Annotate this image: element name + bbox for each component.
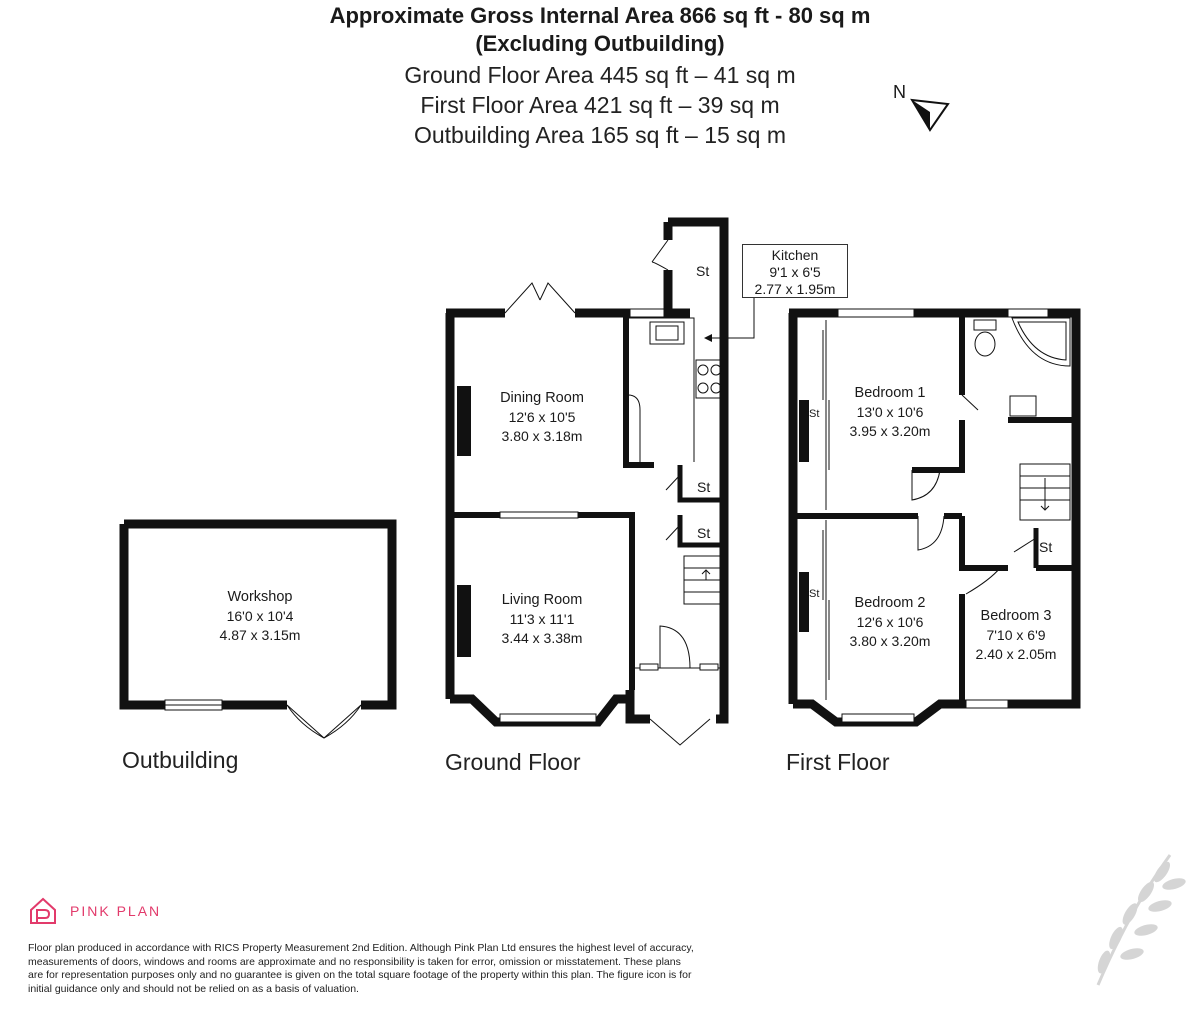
room-imperial: 12'6 x 10'5 (508, 409, 576, 425)
storage-label: St (697, 525, 711, 541)
room-bedroom-1 (820, 384, 960, 441)
kitchen-callout-arrow-icon (704, 334, 712, 342)
ground-floor-plan (446, 222, 724, 745)
room-living (472, 591, 612, 648)
room-name: Dining Room (500, 390, 584, 406)
first-floor-label: First Floor (786, 749, 890, 775)
kitchen-callout-line (708, 298, 754, 338)
north-arrow-icon (912, 100, 948, 130)
disclaimer-text: Floor plan produced in accordance with RICS Property Measurement 2nd Edition. Although Pink Plan Ltd ensures the highest level of accuracy, measurements of doors, windows and rooms are approximate and no responsibility is taken for error, omission or misstatement. These plans are for representation purposes only and no guarantee is given on the total square footage of the property within this plan. The figure icon is for initial guidance only and should not be relied on as a basis of valuation. (28, 942, 694, 995)
room-imperial: 11'3 x 11'1 (509, 611, 575, 627)
north-label: N (893, 82, 906, 102)
room-name: Bedroom 2 (854, 595, 926, 611)
room-workshop (190, 588, 330, 645)
pink-plan-house-icon (28, 896, 58, 926)
ground-floor-label: Ground Floor (445, 749, 581, 775)
room-imperial: 7'10 x 6'9 (986, 627, 1046, 643)
brand-logo (28, 896, 161, 926)
room-name: Living Room (501, 592, 583, 608)
storage-label: St (697, 479, 711, 495)
outbuilding-label: Outbuilding (122, 747, 239, 773)
room-metric: 3.44 x 3.38m (501, 630, 583, 646)
wardrobe-label: St (809, 408, 820, 420)
brand-name: PINK PLAN (70, 903, 162, 919)
gross-area-subtitle: (Excluding Outbuilding) (475, 31, 725, 56)
room-name: Bedroom 1 (854, 385, 926, 401)
room-bedroom-3 (960, 607, 1072, 664)
room-metric: 2.40 x 2.05m (975, 646, 1057, 662)
room-metric: 2.77 x 1.95m (754, 281, 836, 297)
room-metric: 3.80 x 3.20m (849, 633, 931, 649)
room-name: Bedroom 3 (980, 608, 1052, 624)
outbuilding-area: Outbuilding Area 165 sq ft – 15 sq m (413, 122, 787, 148)
storage-label: St (1039, 539, 1053, 555)
room-dining (472, 389, 612, 446)
room-metric: 4.87 x 3.15m (219, 627, 301, 643)
room-imperial: 16'0 x 10'4 (226, 608, 294, 624)
wardrobe-label: St (809, 588, 820, 600)
room-imperial: 12'6 x 10'6 (856, 614, 924, 630)
room-kitchen-callout (742, 244, 848, 298)
room-name: Workshop (227, 589, 293, 605)
ground-floor-area: Ground Floor Area 445 sq ft – 41 sq m (404, 62, 796, 88)
storage-label: St (696, 263, 710, 279)
room-imperial: 13'0 x 10'6 (856, 404, 924, 420)
room-bedroom-2 (820, 594, 960, 651)
wheat-decoration-icon (1095, 855, 1187, 985)
room-imperial: 9'1 x 6'5 (769, 264, 821, 280)
first-floor-area: First Floor Area 421 sq ft – 39 sq m (420, 92, 780, 118)
gross-area-title: Approximate Gross Internal Area 866 sq ft - 80 sq m (329, 3, 871, 28)
room-name: Kitchen (771, 247, 819, 263)
room-metric: 3.95 x 3.20m (849, 423, 931, 439)
room-metric: 3.80 x 3.18m (501, 428, 583, 444)
